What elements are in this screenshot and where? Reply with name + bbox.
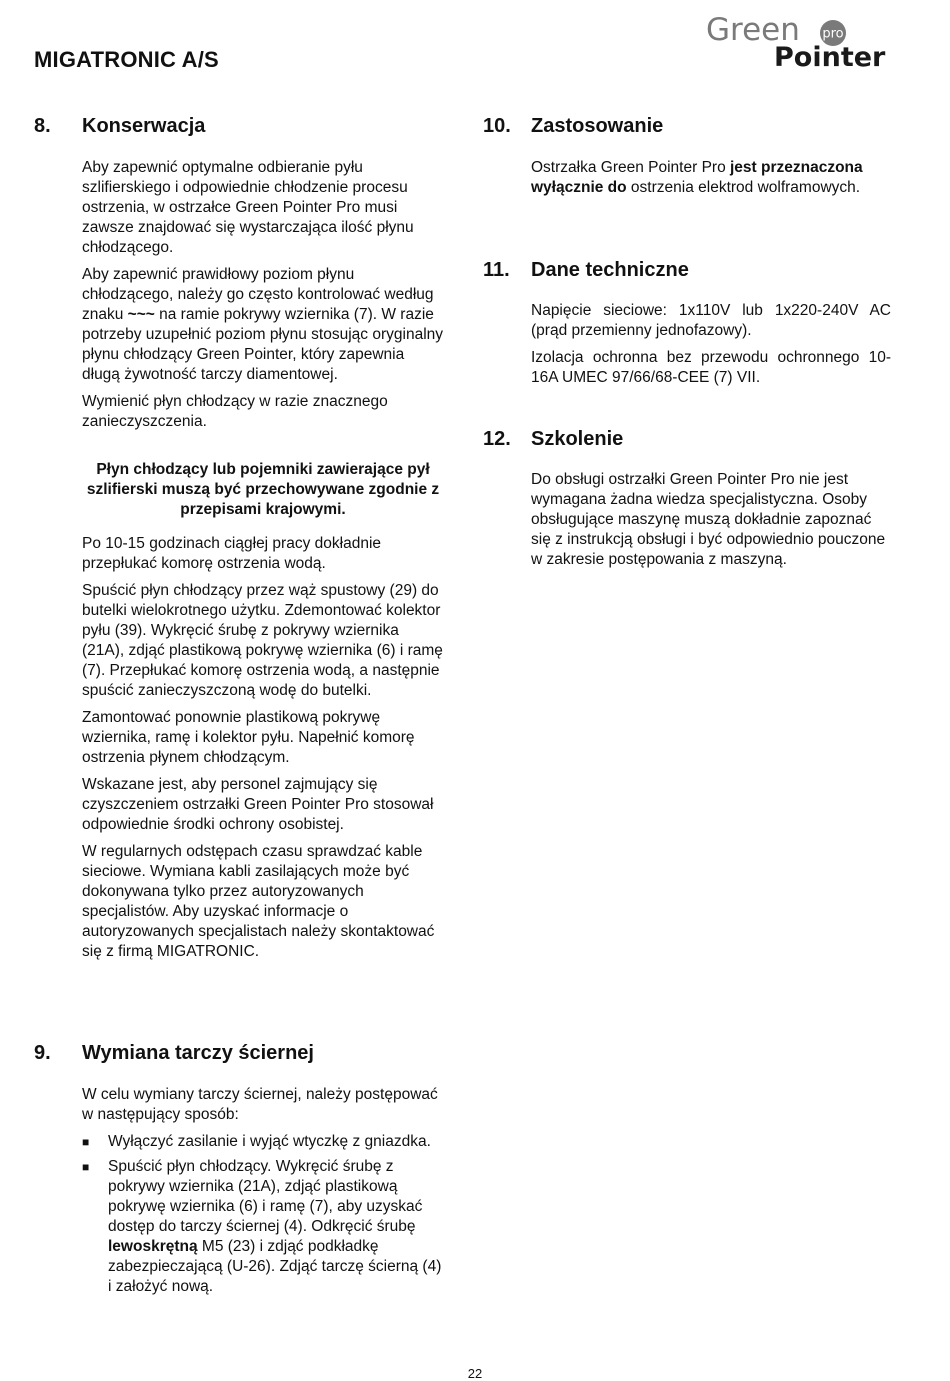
company-name: MIGATRONIC A/S [34, 47, 219, 72]
section-8-paragraph-1: Aby zapewnić optymalne odbieranie pyłu szlifierskiego i odpowiednie chłodzenie procesu ostrzenia, w ostrzałce Green Pointer Pro musi zawsze znajdować się wystarczająca ilość płynu chłodzącego. [82, 159, 414, 256]
section-11-number: 11. [483, 259, 510, 281]
section-11-paragraph-2: Izolacja ochronna bez przewodu ochronnego 10-16A UMEC 97/66/68-CEE (7) VII. [531, 349, 891, 386]
section-12-title: Szkolenie [531, 428, 624, 450]
list-item [82, 1157, 444, 1297]
step-2-text: Spuścić płyn chłodzący. Wykręcić śrubę z pokrywy wziernika (21A), zdjąć plastikową pokrywę wziernika (6) i ramę (7), aby uzyskać dostęp do tarczy ściernej (4). Odkręcić śrubę [108, 1158, 423, 1235]
section-11-title: Dane techniczne [531, 259, 689, 281]
section-9-steps [82, 1132, 444, 1297]
section-11-body [531, 301, 891, 395]
section-10-title: Zastosowanie [531, 115, 664, 137]
section-10-text: Ostrzałka Green Pointer Pro [531, 159, 730, 176]
bullet-icon: ■ [82, 1135, 90, 1149]
section-10-text-cont: ostrzenia elektrod wolframowych. [626, 179, 861, 196]
section-8-paragraph-4: Po 10-15 godzinach ciągłej pracy dokładnie przepłukać komorę ostrzenia wodą. [82, 535, 382, 572]
section-10-paragraph [531, 158, 897, 198]
section-8-title: Konserwacja [82, 115, 206, 137]
section-10-number: 10. [483, 115, 511, 137]
section-9-title: Wymiana tarczy ściernej [82, 1042, 314, 1064]
section-12-body [531, 470, 889, 577]
section-8-paragraph-3: Wymienić płyn chłodzący w razie znacznego zanieczyszczenia. [82, 393, 388, 430]
section-8-paragraph-6: Zamontować ponownie plastikową pokrywę wziernika, ramę i kolektor pyłu. Napełnić komorę ostrzenia płynem chłodzącym. [82, 709, 415, 766]
step-2-bold: lewoskrętną [108, 1238, 198, 1255]
section-12-paragraph: Do obsługi ostrzałki Green Pointer Pro nie jest wymagana żadna wiedza specjalistyczna. Osoby obsługujące maszynę muszą dokładnie zapoznać się z instrukcją obsługi i być odpowiednio pouczone w zakresie postępowania z maszyną. [531, 471, 886, 568]
logo-word-green: Green [706, 12, 800, 48]
section-9-number: 9. [34, 1042, 51, 1064]
logo-badge-text: pro [822, 26, 844, 42]
section-8-paragraph-8: W regularnych odstępach czasu sprawdzać kable sieciowe. Wymiana kabli zasilających może być dokonywana tylko przez autoryzowanych specjalistów. Aby uzyskać informacje o autoryzowanych specjalistach należy skontaktować się z firmą MIGATRONIC. [82, 843, 435, 960]
section-8-p2-text: Aby zapewnić prawidłowy poziom płynu chłodzącego, należy go często kontrolować według znaku [82, 266, 434, 323]
section-8-paragraph-5: Spuścić płyn chłodzący przez wąż spustowy (29) do butelki wielokrotnego użytku. Zdemontować kolektor pyłu (39). Wykręcić śrubę z pokrywy wziernika (21A), zdjąć plastikową pokrywę wziernika (6) i ramę (7). Przepłukać komorę ostrzenia wodą, a następnie spuścić zanieczyszczoną wodę do butelki. [82, 582, 443, 699]
section-10-bold: jest przeznaczona wyłącznie do [531, 159, 863, 196]
logo-word-pointer: Pointer [774, 42, 886, 73]
section-11-paragraph-1: Napięcie sieciowe: 1x110V lub 1x220-240V AC (prąd przemienny jednofazowy). [531, 302, 891, 339]
storage-notice: Płyn chłodzący lub pojemniki zawierające pył szlifierski muszą być przechowywane zgodnie z przepisami krajowymi. [86, 461, 440, 518]
bullet-icon: ■ [82, 1160, 90, 1174]
section-8-paragraph-7: Wskazane jest, aby personel zajmujący się czyszczeniem ostrzałki Green Pointer Pro stosował odpowiednie środki ochrony osobistej. [82, 776, 434, 833]
page-number: 22 [467, 1366, 483, 1381]
step-1-text: Wyłączyć zasilanie i wyjąć wtyczkę z gniazdka. [108, 1133, 431, 1150]
section-8-paragraph-2 [82, 265, 444, 385]
section-8-body [82, 158, 444, 969]
section-12-number: 12. [483, 428, 511, 450]
coolant-level-mark: ~~~ [127, 306, 155, 323]
step-2-text-cont: M5 (23) i zdjąć podkładkę zabezpieczającą (U-26). Zdjąć tarczę ścierną (4) i założyć nową. [108, 1238, 442, 1295]
section-9-intro: W celu wymiany tarczy ściernej, należy postępować w następujący sposób: [82, 1086, 438, 1123]
section-10-body [531, 158, 897, 205]
green-pointer-pro-logo [700, 4, 900, 74]
list-item [82, 1132, 444, 1152]
section-8-number: 8. [34, 115, 51, 137]
section-9-body [82, 1085, 444, 1302]
section-8-p2-text-cont: na ramie pokrywy wziernika (7). W razie potrzeby uzupełnić poziom płynu stosując oryginalny płynu chłodzący Green Pointer, który zapewnia długą żywotność tarczy diamentowej. [82, 306, 444, 383]
